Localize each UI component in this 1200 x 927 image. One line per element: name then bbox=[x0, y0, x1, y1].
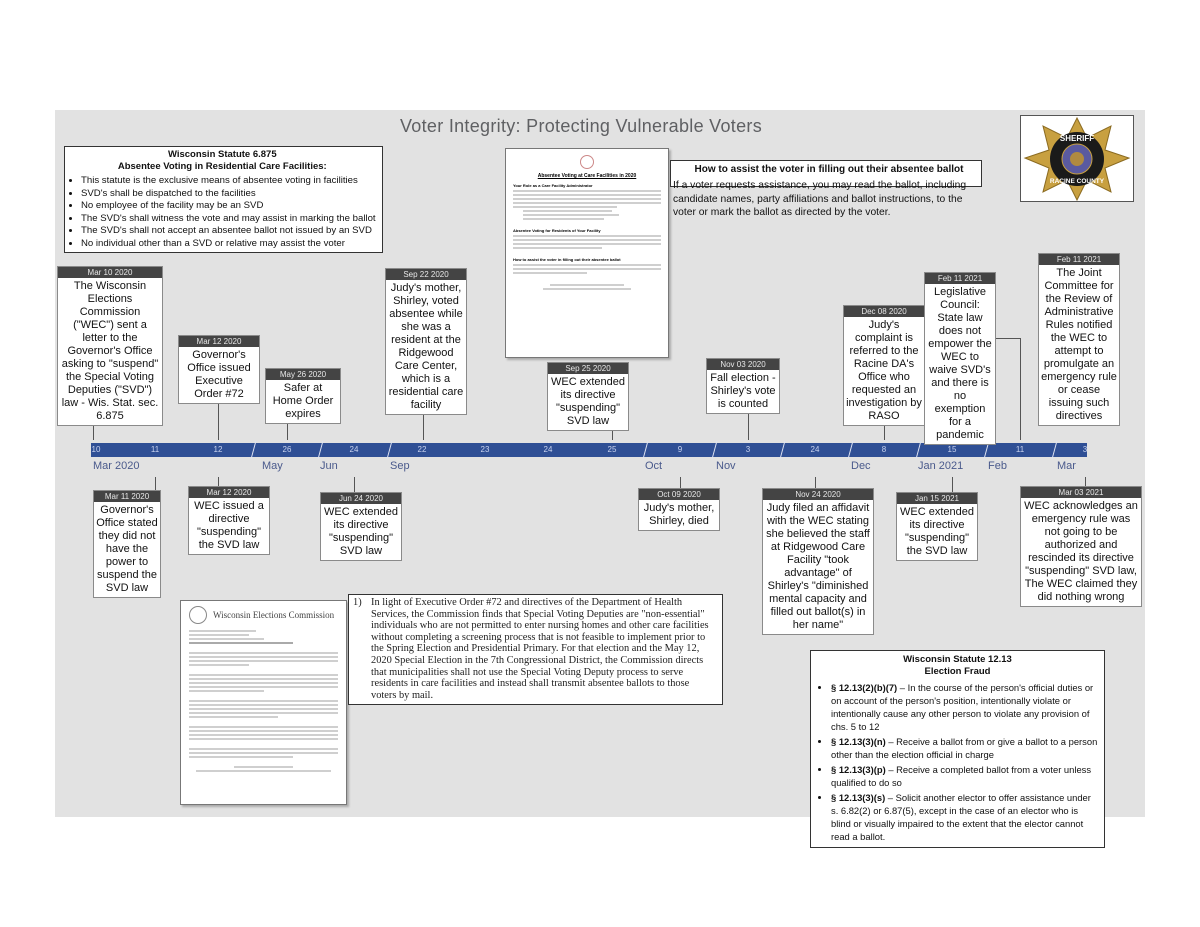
doc-section: Absentee Voting for Residents of Your Facility bbox=[513, 228, 601, 233]
page-title: Voter Integrity: Protecting Vulnerable Voters bbox=[399, 116, 763, 136]
wec-memo-document bbox=[180, 600, 347, 805]
connector-line bbox=[218, 477, 219, 486]
tick-label: 25 bbox=[607, 445, 617, 454]
event-text: WEC acknowledges an emergency rule was not going to be authorized and rescinded its directive "suspending" SVD law, The WEC claimed they did nothing wrong bbox=[1024, 500, 1138, 603]
doc-title: Absentee Voting at Care Facilities in 2020 bbox=[537, 173, 637, 179]
tick-label: 11 bbox=[1015, 445, 1025, 454]
tick-label: 26 bbox=[282, 445, 292, 454]
event-text: WEC extended its directive "suspending" SVD law bbox=[324, 506, 398, 557]
event-date: Mar 12 2020 bbox=[189, 487, 269, 498]
connector-line bbox=[996, 338, 1020, 339]
connector-line bbox=[952, 477, 953, 492]
event-date: Nov 03 2020 bbox=[707, 359, 779, 370]
connector-line bbox=[815, 477, 816, 488]
event-text: Judy's mother, Shirley, voted absentee while she was a resident at the Ridgewood Care Center, which is a residential care facility bbox=[388, 282, 464, 411]
doc-section: How to assist the voter in filling out their absentee ballot bbox=[513, 257, 621, 262]
tick-label: 10 bbox=[91, 445, 101, 454]
sheriff-badge-logo bbox=[1020, 115, 1134, 202]
statute-heading: Wisconsin Statute 6.875 bbox=[167, 149, 277, 160]
event-date: May 26 2020 bbox=[266, 369, 340, 380]
event-date: Nov 24 2020 bbox=[763, 489, 873, 500]
tick-label: 8 bbox=[881, 445, 887, 454]
event-date: Feb 11 2021 bbox=[1039, 254, 1119, 265]
timeline-event bbox=[188, 486, 270, 555]
timeline-event bbox=[320, 492, 402, 561]
timeline-event bbox=[762, 488, 874, 635]
month-label: Jan 2021 bbox=[918, 460, 964, 472]
event-date: Mar 10 2020 bbox=[58, 267, 162, 278]
seal-icon bbox=[580, 155, 594, 169]
timeline-event bbox=[843, 305, 925, 426]
timeline-event bbox=[896, 492, 978, 561]
event-date: Feb 11 2021 bbox=[925, 273, 995, 284]
event-date: Jan 15 2021 bbox=[897, 493, 977, 504]
event-text: Legislative Council: State law does not empower the WEC to waive SVD's and there is no exemption for a pandemic bbox=[928, 286, 992, 441]
tick-label: 24 bbox=[543, 445, 553, 454]
event-date: Mar 03 2021 bbox=[1021, 487, 1141, 498]
statute-item: • No employee of the facility may be an SVD bbox=[81, 200, 376, 213]
event-date: Dec 08 2020 bbox=[844, 306, 924, 317]
event-text: Governor's Office stated they did not have the power to suspend the SVD law bbox=[96, 504, 158, 594]
event-date: Oct 09 2020 bbox=[639, 489, 719, 500]
event-text: Judy filed an affidavit with the WEC stating she believed the staff at Ridgewood Care Facility "took advantage" of Shirley's "diminished mental capacity and filled out ballot(s) in her name" bbox=[766, 502, 870, 631]
event-date: Jun 24 2020 bbox=[321, 493, 401, 504]
timeline-bar bbox=[91, 443, 1087, 457]
month-label: Dec bbox=[851, 460, 871, 472]
month-label: Feb bbox=[988, 460, 1007, 472]
statute-item: • This statute is the exclusive means of absentee voting in facilities bbox=[81, 175, 376, 188]
timeline-event bbox=[265, 368, 341, 424]
event-text: Fall election - Shirley's vote is counted bbox=[710, 372, 776, 410]
statute-item: • § 12.13(3)(n) – Receive a ballot from or give a ballot to a person other than the election official in charge bbox=[831, 735, 1098, 761]
wec-doc-title: Wisconsin Elections Commission bbox=[213, 610, 335, 620]
event-text: Governor's Office issued Executive Order #72 bbox=[187, 349, 251, 400]
tick-label: 24 bbox=[810, 445, 820, 454]
event-date: Mar 12 2020 bbox=[179, 336, 259, 347]
event-text: Judy's complaint is referred to the Racine DA's Office who requested an investigation by RASO bbox=[846, 319, 922, 422]
statute-item: • The SVD's shall not accept an absentee ballot not issued by an SVD bbox=[81, 225, 376, 238]
tick-label: 3 bbox=[1082, 445, 1088, 454]
connector-line bbox=[354, 477, 355, 492]
timeline-event bbox=[93, 490, 161, 598]
event-text: WEC extended its directive "suspending" the SVD law bbox=[900, 506, 974, 557]
care-facilities-document bbox=[505, 148, 669, 358]
assist-box bbox=[673, 163, 985, 219]
statute-6875-box bbox=[64, 146, 383, 253]
timeline-event bbox=[547, 362, 629, 431]
event-date: Sep 22 2020 bbox=[386, 269, 466, 280]
timeline-event bbox=[178, 335, 260, 404]
statute-item: • No individual other than a SVD or relative may assist the voter bbox=[81, 238, 376, 251]
statute-1213-box bbox=[810, 650, 1105, 848]
month-label: Sep bbox=[390, 460, 410, 472]
assist-heading: How to assist the voter in filling out their absentee ballot bbox=[694, 164, 964, 175]
timeline-event bbox=[385, 268, 467, 415]
event-text: WEC issued a directive "suspending" the SVD law bbox=[194, 500, 264, 551]
statute-item: • § 12.13(3)(s) – Solicit another elector to offer assistance under s. 6.82(2) or 6.87(5), except in the case of an elector who is blind or visually impaired to the extent that the elector cannot read a ballot. bbox=[831, 791, 1098, 843]
wec-seal-icon bbox=[189, 606, 207, 624]
event-text: Safer at Home Order expires bbox=[272, 382, 334, 420]
svg-text:SHERIFF: SHERIFF bbox=[1059, 134, 1095, 143]
connector-line bbox=[1020, 407, 1021, 440]
tick-label: 9 bbox=[677, 445, 683, 454]
month-label: Nov bbox=[716, 460, 736, 472]
timeline-event bbox=[1038, 253, 1120, 426]
event-text: Judy's mother, Shirley, died bbox=[643, 502, 715, 527]
event-text: WEC extended its directive "suspending" SVD law bbox=[551, 376, 625, 427]
connector-line bbox=[1085, 477, 1086, 486]
event-text: The Wisconsin Elections Commission ("WEC") sent a letter to the Governor's Office asking to "suspend" the Special Voting Deputies ("SVD") law - Wis. Stat. sec. 6.875 bbox=[61, 280, 159, 422]
timeline-event bbox=[1020, 486, 1142, 607]
event-text: The Joint Committee for the Review of Administrative Rules notified the WEC to attempt to promulgate an emergency rule or cease issuing such directives bbox=[1041, 267, 1117, 422]
month-label: Jun bbox=[320, 460, 338, 472]
quote-text: In light of Executive Order #72 and directives of the Department of Health Services, the Commission finds that Special Voting Deputies are "non-essential" individuals who are not permitted to enter nursing homes and other care facilities without completing a screening process that is not feasible to implement prior to the Spring Election and Presidential Primary. For that election and the May 12, 2020 Special Election in the 7th Congressional District, the Commission directs that municipalities shall not use the Special Voting Deputy process to serve residents in care facilities and instead shall transmit absentee ballots to those voters by mail. bbox=[371, 597, 709, 701]
month-label: Mar 2020 bbox=[93, 460, 140, 472]
quote-number: 1) bbox=[353, 597, 362, 608]
month-label: Oct bbox=[645, 460, 663, 472]
statute-heading: Wisconsin Statute 12.13 bbox=[903, 654, 1012, 665]
statute-item: • The SVD's shall witness the vote and may assist in marking the ballot bbox=[81, 213, 376, 226]
assist-text: If a voter requests assistance, you may read the ballot, including candidate names, party affiliations and ballot instructions, to the voter or mark the ballot as directed by the voter. bbox=[673, 180, 967, 218]
connector-line bbox=[680, 477, 681, 488]
tick-label: 11 bbox=[150, 445, 160, 454]
timeline-event bbox=[706, 358, 780, 414]
timeline-event bbox=[924, 272, 996, 445]
statute-item: • SVD's shall be dispatched to the facilities bbox=[81, 188, 376, 201]
statute-subheading: Absentee Voting in Residential Care Facilities: bbox=[117, 161, 327, 172]
event-date: Sep 25 2020 bbox=[548, 363, 628, 374]
sheriff-star-icon bbox=[1021, 116, 1133, 201]
event-date: Mar 11 2020 bbox=[94, 491, 160, 502]
tick-label: 23 bbox=[480, 445, 490, 454]
tick-label: 15 bbox=[947, 445, 957, 454]
timeline-event bbox=[638, 488, 720, 531]
tick-label: 3 bbox=[745, 445, 751, 454]
statute-item: • § 12.13(2)(b)(7) – In the course of the person's official duties or on account of the person's position, intentionally violate or intentionally cause any other person to violate any provision of chs. 5 to 12 bbox=[831, 681, 1098, 733]
statute-subheading: Election Fraud bbox=[924, 666, 991, 677]
month-label: May bbox=[262, 460, 283, 472]
tick-label: 22 bbox=[417, 445, 427, 454]
statute-item: • § 12.13(3)(p) – Receive a completed ballot from a voter unless qualified to do so bbox=[831, 763, 1098, 789]
connector-line bbox=[155, 477, 156, 490]
wec-directive-quote bbox=[348, 594, 723, 705]
timeline-event bbox=[57, 266, 163, 426]
svg-text:RACINE COUNTY: RACINE COUNTY bbox=[1049, 178, 1105, 185]
tick-label: 12 bbox=[213, 445, 223, 454]
doc-section: Your Role as a Care Facility Administrator bbox=[513, 183, 593, 188]
month-label: Mar bbox=[1057, 460, 1076, 472]
tick-label: 24 bbox=[349, 445, 359, 454]
